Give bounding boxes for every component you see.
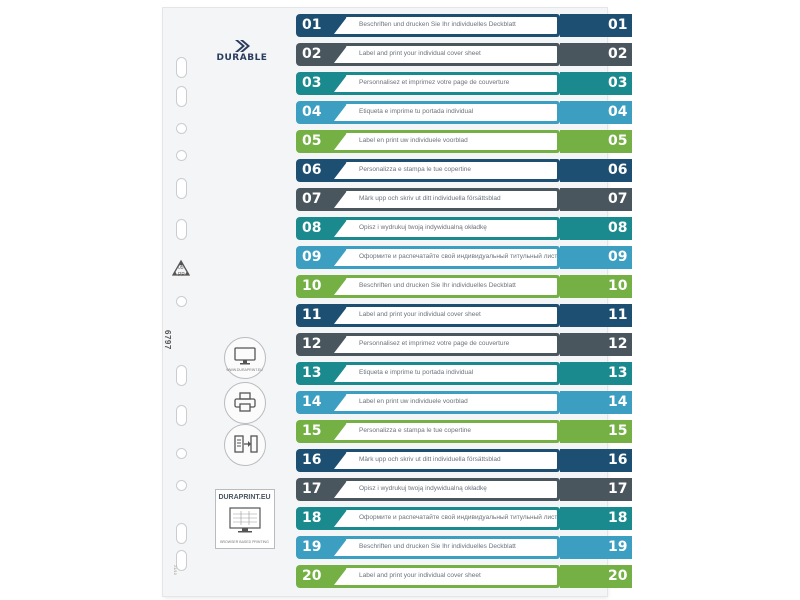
- row-number: 13: [302, 365, 322, 381]
- row-tab[interactable]: [560, 101, 632, 124]
- row-text: Label and print your individual cover sheet: [359, 572, 481, 579]
- punch-hole: [176, 57, 187, 78]
- row-tab[interactable]: [560, 478, 632, 501]
- tab-number: 16: [608, 452, 628, 468]
- tab-number: 18: [608, 510, 628, 526]
- row-number: 17: [302, 481, 322, 497]
- printer-icon: [234, 392, 256, 412]
- row-tab[interactable]: [560, 217, 632, 240]
- row-text: Personalizza e stampa le tue copertine: [359, 427, 472, 434]
- row-text: Label and print your individual cover sheet: [359, 311, 481, 318]
- index-row[interactable]: [296, 43, 632, 66]
- insert-sheet-icon: [234, 434, 258, 454]
- punch-hole: [176, 480, 187, 491]
- row-tab[interactable]: [560, 275, 632, 298]
- index-row[interactable]: [296, 159, 632, 182]
- row-tab[interactable]: [560, 536, 632, 559]
- row-number: 18: [302, 510, 322, 526]
- index-row[interactable]: [296, 246, 632, 269]
- row-tab[interactable]: [560, 565, 632, 588]
- row-tab[interactable]: [560, 14, 632, 37]
- small-code: 21/10: [173, 565, 178, 576]
- row-bar: [296, 565, 560, 588]
- row-number: 02: [302, 46, 322, 62]
- index-row[interactable]: [296, 420, 632, 443]
- tab-number: 02: [608, 46, 628, 62]
- row-bar: [296, 362, 560, 385]
- row-tab[interactable]: [560, 449, 632, 472]
- monitor-icon: [234, 347, 256, 365]
- row-tab[interactable]: [560, 304, 632, 327]
- row-number: 01: [302, 17, 322, 33]
- row-bar: [296, 536, 560, 559]
- row-bar: [296, 391, 560, 414]
- row-text: Label and print your individual cover sheet: [359, 50, 481, 57]
- row-bar: [296, 478, 560, 501]
- row-bar: [296, 130, 560, 153]
- tab-number: 03: [608, 75, 628, 91]
- row-bar: [296, 159, 560, 182]
- punch-hole: [176, 448, 187, 459]
- row-number: 20: [302, 568, 322, 584]
- tab-number: 15: [608, 423, 628, 439]
- row-tab[interactable]: [560, 507, 632, 530]
- tab-number: 14: [608, 394, 628, 410]
- row-text: Märk upp och skriv ut ditt individuella försättsblad: [359, 195, 501, 202]
- row-number: 07: [302, 191, 322, 207]
- index-row[interactable]: [296, 333, 632, 356]
- row-tab[interactable]: [560, 130, 632, 153]
- tab-number: 17: [608, 481, 628, 497]
- brand-name: DURABLE: [216, 53, 268, 63]
- index-row[interactable]: [296, 536, 632, 559]
- row-text: Märk upp och skriv ut ditt individuella försättsblad: [359, 456, 501, 463]
- row-number: 09: [302, 249, 322, 265]
- index-row[interactable]: [296, 391, 632, 414]
- computer-screen-icon: [229, 507, 261, 535]
- index-row[interactable]: [296, 72, 632, 95]
- punch-hole: [176, 123, 187, 134]
- punch-hole: [176, 523, 187, 544]
- row-text: Beschriften und drucken Sie Ihr individuelles Deckblatt: [359, 21, 516, 28]
- punch-hole: [176, 296, 187, 307]
- index-row[interactable]: [296, 101, 632, 124]
- printer-badge: [224, 382, 266, 424]
- index-row[interactable]: [296, 188, 632, 211]
- punch-hole: [176, 150, 187, 161]
- index-row[interactable]: [296, 565, 632, 588]
- tab-number: 10: [608, 278, 628, 294]
- punch-hole: [176, 86, 187, 107]
- row-text: Opisz i wydrukuj twoją indywidualną okładkę: [359, 224, 487, 231]
- tab-number: 09: [608, 249, 628, 265]
- tab-number: 13: [608, 365, 628, 381]
- row-number: 11: [302, 307, 322, 323]
- durable-logo-mark-icon: [233, 40, 251, 52]
- row-number: 08: [302, 220, 322, 236]
- row-number: 12: [302, 336, 322, 352]
- row-text: Оформите и распечатайте свой индивидуальный титульный лист: [359, 253, 558, 260]
- row-number: 15: [302, 423, 322, 439]
- row-number: 19: [302, 539, 322, 555]
- duraprint-box: [215, 489, 275, 549]
- row-bar: [296, 246, 560, 269]
- tab-number: 08: [608, 220, 628, 236]
- row-number: 06: [302, 162, 322, 178]
- row-bar: [296, 14, 560, 37]
- row-tab[interactable]: [560, 333, 632, 356]
- row-text: Opisz i wydrukuj twoją indywidualną okładkę: [359, 485, 487, 492]
- recycle-code: 05: [178, 265, 184, 271]
- row-bar: [296, 101, 560, 124]
- tab-number: 11: [608, 307, 628, 323]
- row-text: Etiqueta e imprime tu portada individual: [359, 369, 474, 376]
- tab-number: 19: [608, 539, 628, 555]
- index-row[interactable]: [296, 275, 632, 298]
- row-text: Etiqueta e imprime tu portada individual: [359, 108, 474, 115]
- index-row[interactable]: [296, 304, 632, 327]
- row-tab[interactable]: [560, 362, 632, 385]
- punch-hole: [176, 219, 187, 240]
- recycle-material: PP: [178, 272, 185, 278]
- row-number: 04: [302, 104, 322, 120]
- row-bar: [296, 188, 560, 211]
- tab-number: 20: [608, 568, 628, 584]
- index-row[interactable]: [296, 362, 632, 385]
- row-tab[interactable]: [560, 159, 632, 182]
- index-row[interactable]: [296, 130, 632, 153]
- tab-number: 07: [608, 191, 628, 207]
- row-bar: [296, 333, 560, 356]
- row-bar: [296, 449, 560, 472]
- index-row[interactable]: [296, 507, 632, 530]
- duraprint-caption: BROWSER BASED PRINTING: [220, 540, 269, 544]
- row-number: 16: [302, 452, 322, 468]
- monitor-badge: [224, 337, 266, 379]
- row-text: Personnalisez et imprimez votre page de couverture: [359, 79, 510, 86]
- index-row[interactable]: [296, 478, 632, 501]
- index-row[interactable]: [296, 449, 632, 472]
- row-text: Personnalisez et imprimez votre page de couverture: [359, 340, 510, 347]
- monitor-caption: WWW.DURAPRINT.EU: [226, 368, 263, 372]
- index-row[interactable]: [296, 14, 632, 37]
- punch-hole: [176, 365, 187, 386]
- row-tab[interactable]: [560, 72, 632, 95]
- tab-number: 12: [608, 336, 628, 352]
- tab-number: 04: [608, 104, 628, 120]
- row-number: 03: [302, 75, 322, 91]
- row-tab[interactable]: [560, 420, 632, 443]
- row-bar: [296, 43, 560, 66]
- row-text: Оформите и распечатайте свой индивидуальный титульный лист: [359, 514, 558, 521]
- row-text: Personalizza e stampa le tue copertine: [359, 166, 472, 173]
- row-tab[interactable]: [560, 188, 632, 211]
- row-text: Beschriften und drucken Sie Ihr individuelles Deckblatt: [359, 282, 516, 289]
- row-bar: [296, 304, 560, 327]
- row-number: 05: [302, 133, 322, 149]
- row-tab[interactable]: [560, 43, 632, 66]
- punch-hole: [176, 178, 187, 199]
- row-bar: [296, 72, 560, 95]
- row-bar: [296, 275, 560, 298]
- row-text: Label en print uw individuele voorblad: [359, 398, 468, 405]
- row-tab[interactable]: [560, 246, 632, 269]
- row-bar: [296, 217, 560, 240]
- row-number: 10: [302, 278, 322, 294]
- insert-badge: [224, 424, 266, 466]
- duraprint-title: DURAPRINT.EU: [218, 494, 271, 501]
- tab-number: 01: [608, 17, 628, 33]
- row-bar: [296, 507, 560, 530]
- tab-number: 06: [608, 162, 628, 178]
- row-text: Beschriften und drucken Sie Ihr individuelles Deckblatt: [359, 543, 516, 550]
- row-bar: [296, 420, 560, 443]
- row-tab[interactable]: [560, 391, 632, 414]
- index-row[interactable]: [296, 217, 632, 240]
- tab-number: 05: [608, 133, 628, 149]
- article-number: 6797: [163, 330, 172, 350]
- punch-hole: [176, 405, 187, 426]
- row-text: Label en print uw individuele voorblad: [359, 137, 468, 144]
- row-number: 14: [302, 394, 322, 410]
